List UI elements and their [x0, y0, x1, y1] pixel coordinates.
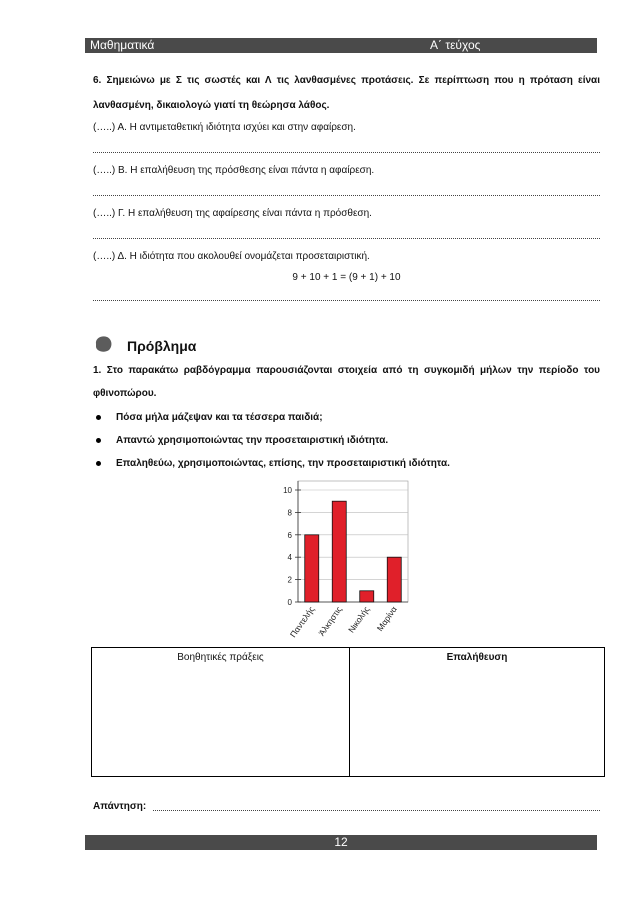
bullet-1-icon — [96, 415, 101, 420]
header-subject: Μαθηματικά — [90, 38, 155, 52]
bullet-1: Πόσα μήλα μάζεψαν και τα τέσσερα παιδιά; — [116, 412, 323, 423]
chart-y-tick-label: 6 — [287, 530, 292, 540]
answer-label: Απάντηση: — [93, 801, 147, 812]
chart-bar — [332, 501, 346, 602]
answer-line — [153, 810, 600, 811]
chart-y-tick-label: 10 — [283, 486, 292, 495]
work-table — [91, 647, 605, 777]
header-volume: Α΄ τεύχος — [430, 38, 481, 52]
exercise6-instruction-2: λανθασμένη, δικαιολογώ γιατί τη θεώρησα λάθος. — [93, 100, 330, 111]
chart-category-label: Μαρίνα — [374, 604, 399, 633]
bullet-2: Απαντώ χρησιμοποιώντας την προσεταιριστική ιδιότητα. — [116, 435, 389, 446]
chart-category-label: Παντελής — [287, 604, 317, 640]
exercise6-instruction-1: 6. Σημειώνω με Σ τις σωστές και Λ τις λανθασμένες προτάσεις. Σε περίπτωση που η πρόταση είναι — [93, 75, 600, 86]
statement-d: (…..) Δ. Η ιδιότητα που ακολουθεί ονομάζεται προσεταιριστική. — [93, 251, 370, 262]
table-header-verification: Επαλήθευση — [446, 652, 508, 663]
chart-y-tick-label: 4 — [287, 553, 292, 563]
problem-text-2: φθινοπώρου. — [93, 388, 157, 399]
chart-y-tick-label: 2 — [287, 575, 292, 585]
statement-c: (…..) Γ. Η επαλήθευση της αφαίρεσης είναι πάντα η πρόσθεση. — [93, 208, 372, 219]
table-divider — [349, 648, 350, 776]
statement-a: (…..) Α. Η αντιμεταθετική ιδιότητα ισχύει και στην αφαίρεση. — [93, 122, 356, 133]
page-footer — [85, 835, 597, 850]
chart-category-label: Νικολής — [346, 604, 372, 635]
chart-bar — [387, 557, 401, 602]
chart-category-label: Άλκηστις — [316, 604, 344, 638]
bullet-2-icon — [96, 438, 101, 443]
statement-b: (…..) Β. Η επαλήθευση της πρόσθεσης είναι πάντα η αφαίρεση. — [93, 165, 375, 176]
problem-text-1: 1. Στο παρακάτω ραβδόγραμμα παρουσιάζονται στοιχεία από τη συγκομιδή μήλων την περίοδο του — [93, 365, 600, 376]
bullet-3: Επαληθεύω, χρησιμοποιώντας, επίσης, την προσεταιριστική ιδιότητα. — [116, 458, 450, 469]
answer-line-c — [93, 238, 600, 239]
answer-line-b — [93, 195, 600, 196]
problem-blob-icon — [93, 335, 113, 353]
page-number: 12 — [334, 835, 348, 849]
answer-line-a — [93, 152, 600, 153]
chart-y-tick-label: 8 — [287, 508, 292, 518]
equation: 9 + 10 + 1 = (9 + 1) + 10 — [292, 272, 401, 283]
chart-bar — [360, 591, 374, 602]
table-header-helper-operations: Βοηθητικές πράξεις — [177, 652, 264, 663]
bullet-3-icon — [96, 461, 101, 466]
answer-line-d — [93, 300, 600, 301]
page-header — [85, 38, 597, 53]
chart-y-tick-label: 0 — [287, 598, 292, 607]
problem-title: Πρόβλημα — [127, 338, 197, 354]
apple-harvest-bar-chart — [268, 476, 416, 646]
chart-bar — [305, 535, 319, 602]
